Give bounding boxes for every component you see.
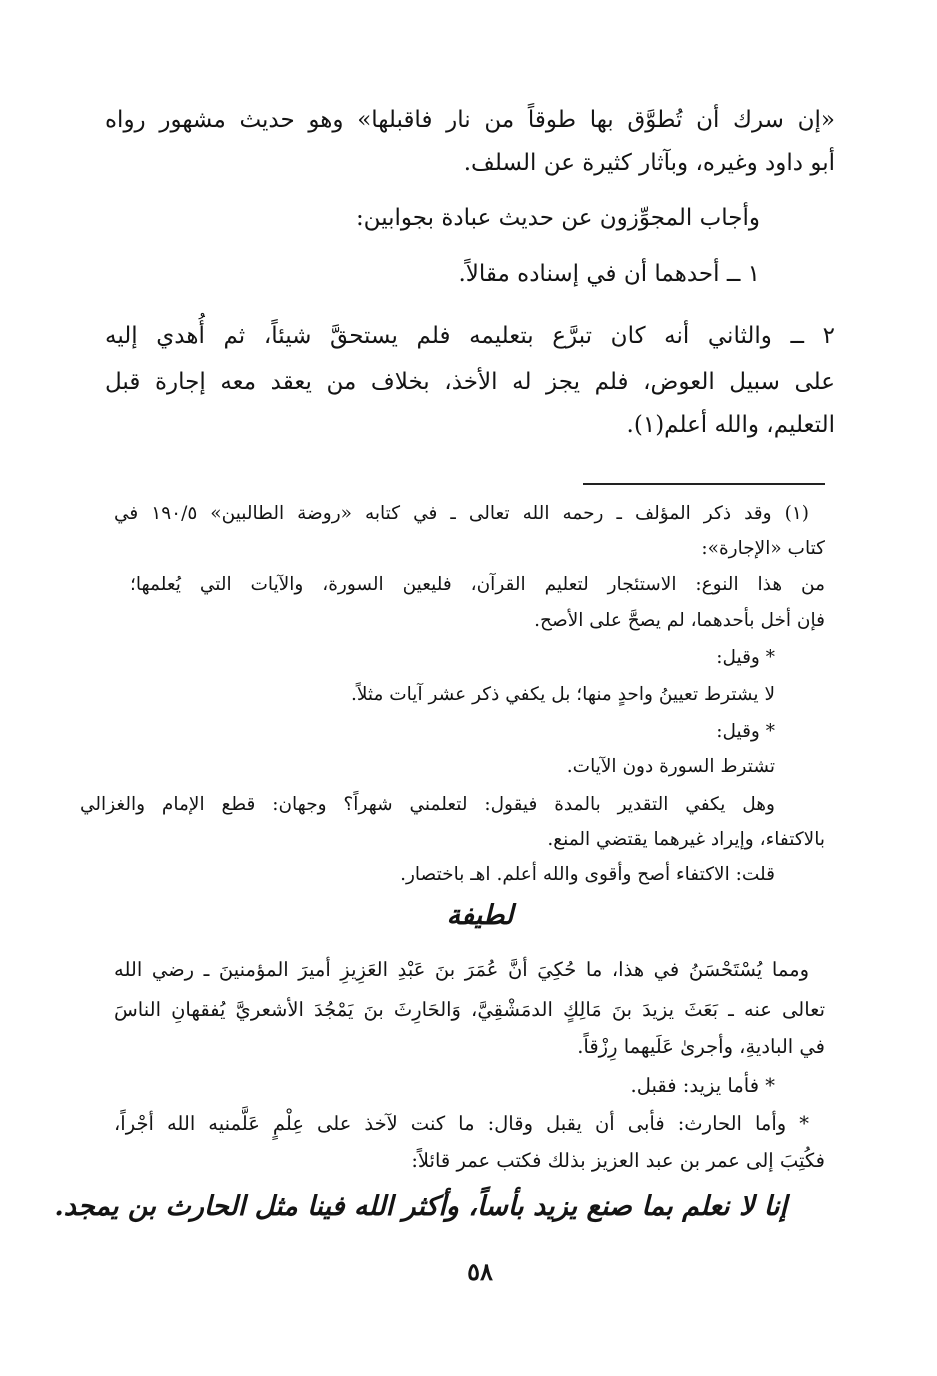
- anecdote-line: ومما يُسْتَحْسَنُ في هذا، ما حُكِيَ أنَّ عُمَرَ بنَ عَبْدِ العَزِيزِ أميرَ المؤمنينَ ـ رضي الله: [114, 958, 809, 981]
- main-line: ١ ــ أحدهما أن في إسناده مقالاً.: [458, 261, 760, 287]
- main-line: التعليم، والله أعلم(١).: [626, 412, 835, 438]
- page-number: ٥٨: [467, 1257, 493, 1286]
- decree-text: إنا لا نعلم بما صنع يزيد بأساً، وأكثر الله فينا مثل الحارث بن يمجد.: [54, 1191, 787, 1222]
- section-heading: لطيفة: [446, 900, 514, 931]
- anecdote-line: * وأما الحارث: فأبى أن يقبل وقال: ما كنت لآخذ على عِلْمٍ عَلَّمنيه الله أجْراً،: [114, 1112, 809, 1135]
- anecdote-line: فكُتِبَ إلى عمر بن عبد العزيز بذلك فكتب عمر قائلاً:: [411, 1149, 825, 1172]
- main-line: على سبيل العوض، فلم يجز له الأخذ، بخلاف من يعقد معه إجارة قبل: [105, 369, 835, 395]
- footnote-line: كتاب «الإجارة»:: [701, 538, 825, 559]
- footnote-line: قلت: الاكتفاء أصح وأقوى والله أعلم. اهـ باختصار.: [400, 864, 775, 885]
- main-line: «إن سرك أن تُطوَّق بها طوقاً من نار فاقبلها» وهو حديث مشهور رواه: [105, 107, 835, 133]
- footnote-line: * وقيل:: [716, 721, 775, 742]
- footnote-line: بالاكتفاء، وإيراد غيرهما يقتضي المنع.: [547, 829, 825, 850]
- anecdote-line: في الباديةِ، وأجرىٰ عَلَيهما رِزْقاً.: [577, 1035, 825, 1058]
- footnote-separator: [583, 483, 825, 485]
- anecdote-line: * فأما يزيد: فقبل.: [630, 1074, 775, 1097]
- footnote-line: من هذا النوع: الاستئجار لتعليم القرآن، فليعين السورة، والآيات التي يُعلمها؛: [130, 574, 825, 595]
- anecdote-line: تعالى عنه ـ بَعَثَ يزيدَ بنَ مَالِكٍ الدمَشْقِيَّ، وَالحَارِثَ بنَ يَمْجُدَ الأشعريَّ يُفقهانِ الناسَ: [114, 998, 825, 1021]
- main-line: أبو داود وغيره، وبآثار كثيرة عن السلف.: [463, 150, 835, 176]
- main-line: وأجاب المجوِّزون عن حديث عبادة بجوابين:: [355, 205, 760, 231]
- footnote-line: (١) وقد ذكر المؤلف ـ رحمه الله تعالى ـ في كتابه «روضة الطالبين» ١٩٠/٥ في: [114, 503, 809, 524]
- footnote-line: تشترط السورة دون الآيات.: [566, 756, 775, 777]
- footnote-line: فإن أخل بأحدهما، لم يصحَّ على الأصح.: [534, 610, 825, 631]
- footnote-line: * وقيل:: [716, 647, 775, 668]
- main-line: ٢ ــ والثاني أنه كان تبرَّع بتعليمه فلم يستحقَّ شيئاً، ثم أُهدي إليه: [105, 323, 835, 349]
- footnote-line: لا يشترط تعيينُ واحدٍ منها؛ بل يكفي ذكر عشر آيات مثلاً.: [350, 684, 775, 705]
- footnote-line: وهل يكفي التقدير بالمدة فيقول: لتعلمني شهراً؟ وجهان: قطع الإمام والغزالي: [80, 794, 775, 815]
